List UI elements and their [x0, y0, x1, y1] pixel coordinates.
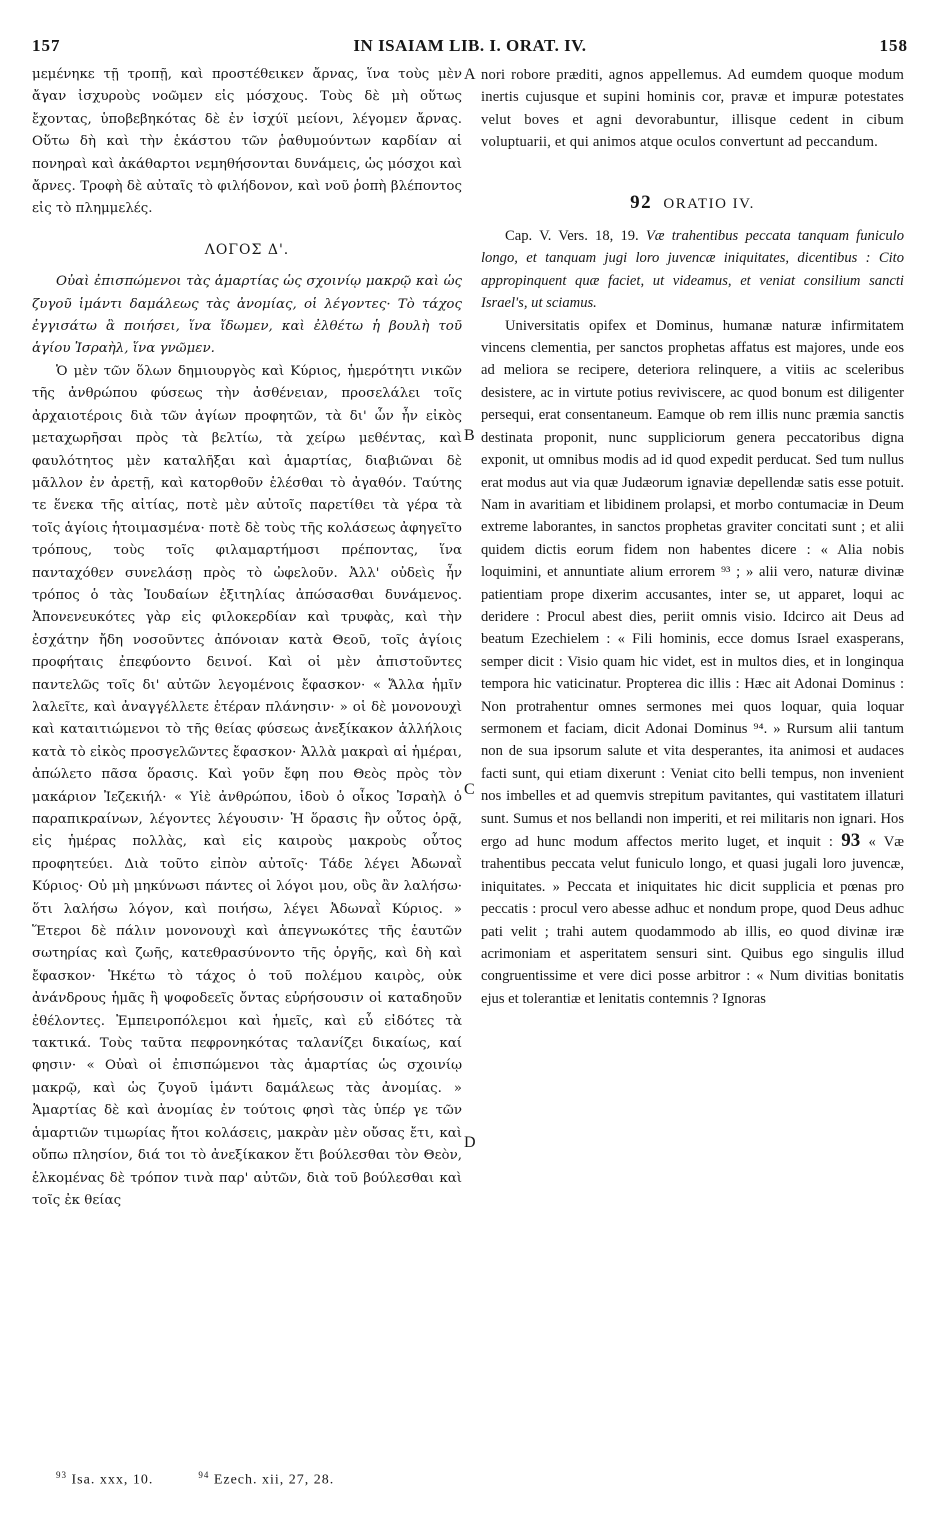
- latin-lemma: Væ trahentibus peccata tanquam funiculo longo, et tanquam jugi loro juvencæ iniquitates, dicentibus : Cito appropinquent quæ faciet, ut videamus, et veniat consilium sancti Israel's, ut sciamus.: [481, 228, 904, 312]
- latin-body-part-2: « Væ trahentibus peccata velut funiculo longo, et quasi jugali loro juvencæ, iniquitates. » Peccata et iniquitates hic dicit supplicia et pœnas pro peccatis : procul vero abesse adhuc et nondum prope, quod Deus adhuc pati velit ; trahi autem quodammodo ab illis, eo quod divinæ iræ acrimoniam et asperitatem sensuri sint. Quibus ego singulis illud congruentissime et vere dici posse arbitror : « Num divitias bonitatis ejus et tolerantiæ et lenitatis contemnis ? Ignoras: [481, 834, 904, 1007]
- latin-heading-text: ORATIO IV.: [663, 195, 755, 212]
- greek-body: Ὁ μὲν τῶν ὅλων δημιουργὸς καὶ Κύριος, ἡμερότητι νικῶν τῆς ἀνθρώπου φύσεως τὴν ἀσθένειαν, προσελάλει τοῖς ἀρχαιοτέροις διὰ τῶν ἁγίων προφητῶν, τὰ δι' ὧν ἦν εἰκὸς μεταχωρῆσαι πρὸς τὰ βελτίω, τὰ χείρω μεθέντας, καὶ φαυλότητος μὲν καταλῆξαι καὶ ἁμαρτίας, διαβιῶναι δὲ μᾶλλον ἐν ἀρετῇ, καὶ κατορθοῦν ἑλέσθαι τὸ ἀγαθόν. Ταύτης τε ἕνεκα τῆς αἰτίας, ποτὲ μὲν αὐτοῖς παρετίθει τὰ γέρα τὰ τοῖς ἁγίοις ἡτοιμασμένα· ποτὲ δὲ τοὺς τῆς κολάσεως ἀφηγεῖτο τρόπους, τοὺς τοῖς φιλαμαρτήμοσι πρέποντας, ἵνα πανταχόθεν συνελάσῃ πρὸς τὸ ὠφελοῦν. Ἀλλ' οὐδεὶς ἦν τρόπος ὁ τὰς Ἰουδαίων ἐξιτηλίας ἀπώσασθαι δυνάμενος. Ἀπονενευκότες γὰρ εἰς φιλοκερδίαν καὶ τρυφὰς, καὶ τὴν ἐσχάτην ἤδη νοσοῦντες ἀπόνοιαν κατὰ Θεοῦ, τοῖς ἁγίοις προφήταις ἐπεφύοντο δεινοί. Καὶ οἱ μὲν ἀπιστοῦντες παντελῶς τοῖς δι' αὐτῶν λεγομένοις ἔφασκον· « Ἄλλα ἡμῖν λαλεῖτε, καὶ ἀναγγέλλετε ἑτέραν πλάνησιν· » οἱ δὲ μονονουχὶ καὶ καταιτιώμενοι τὸ τῆς θείας φύσεως ἀνεξίκακον ἀλλήλοις κατὰ τὸ εἰκὸς προσγελῶντες ἔφασκον· Ἀλλὰ μακραὶ αἱ ἡμέραι, ἀπώλετο πᾶσα ὅρασις. Καὶ γοῦν ἔφη που Θεὸς πρὸς τὸν μακάριον Ἰεζεκιήλ· « Υἱὲ ἀνθρώπου, ἰδοὺ ὁ οἶκος Ἰσραὴλ ὁ παραπικραίνων, λέγοντες λέγουσιν· Ἡ ὅρασις ἣν οὗτος ὁρᾷ, εἰς ἡμέρας πολλὰς, καὶ εἰς καιροὺς μακροὺς οὗτος προφητεύει. Διὰ τοῦτο εἰπὸν αὐτοῖς· Τάδε λέγει Ἀδωναῒ Κύριος· Οὐ μὴ μηκύνωσι πάντες οἱ λόγοι μου, οὓς ἂν λαλήσω· ὅτι λαλήσω λόγον, καὶ ποιήσω, λέγει Ἀδωναῒ Κύριος. » Ἕτεροι δὲ πάλιν μονονουχὶ καὶ ἀπεγνωκότες τῆς ἑαυτῶν σωτηρίας καὶ ζωῆς, κατεθρασύνοντο τῆς ὀργῆς, καὶ δὴ καὶ ἔφασκον· Ἡκέτω τὸ τάχος ὁ τοῦ πολέμου καιρὸς, οὐκ ἀνάνδρους ἡμᾶς ἢ ψοφοδεεῖς ὄντας εὑρήσουσιν οἱ καταδηοῦν ἐθέλοντες. Ἐμπειροπόλεμοι καὶ ἡμεῖς, καὶ εὖ εἰδότες τὰ τακτικά. Τοὺς ταῦτα πεφρονηκότας ταλανίζει δικαίως, καί φησιν· « Οὐαὶ οἱ ἐπισπώμενοι τὰς ἁμαρτίας ὡς σχοινίῳ μακρῷ, καὶ ὡς ζυγοῦ ἱμάντι δαμάλεως τὰς ἀνομίας. » Ἁμαρτίας δὲ καὶ ἀνομίας ἐν τούτοις φησὶ τὰς ὑπέρ γε τῶν ἁμαρτιῶν τιμωρίας ἤτοι κολάσεις, μακρὰν μὲν οὔσας ἔτι, καὶ οὔπω πλησίον, διά τοι τὸ ἀνεξίκακον ἔτι βούλεσθαι τὸν Θεὸν, ἑλκομένας δὲ τρόπον τινὰ παρ' αὐτῶν, διὰ τοῦ βούλεσθαι καὶ τοῖς ἐκ θείας: [32, 363, 462, 1208]
- latin-body-part-1: Universitatis opifex et Dominus, humanæ naturæ infirmitatem vincens clementia, per sanctos prophetas affatus est majores, unde eos ad meliora se recipere, deteriora relinquere, a vitiis ac sceleribus desistere, ac in virtute potius reviviscere, ac quod bonum est diligenter persequi, erat consentaneum. Eamque ob rem illis nunc præmia sanctis destinata proponit, nunc suppliciorum genera peccatoribus digna exponit, ut omnibus modis ad id quod expedit perducat. Sed tum nullus erat modus aut via quæ Judæorum ignaviæ depellendæ satis esse potuit. Nam in avaritiam et libidinem prolapsi, et morbo contumaciæ in Deum extreme laborantes, in sanctos prophetas graviter concitati sunt ; et alii quidem dictis eorum fidem non habentes dicere : « Alia nobis loquimini, et annuntiate alium errorem ⁹³ ; » alii vero, naturæ divinæ patientiam prope dixerim accusantes, inter se, ut apparet, loqui ac deridere : Procul abest dies, periit omnis visio. Idcirco ait Deus ad beatum Ezechielem : « Fili hominis, ecce domus Israel exasperans, semper dicit : Visio quam hic videt, est in multos dies, et in longinqua tempora hic vaticinatur. Propterea dic illis : Hæc ait Adonai Dominus : Non protrahentur omnes sermones mei quos loquar, quia loquar sermonem et faciam, dicit Adonai Dominus ⁹⁴. » Rursum alii tantum non de sua ipsorum salute et vita desperantes, ita animosi et audaces facti sunt, qui etiam dixerunt : Veniat cito belli tempus, non invenient nos imbelles et ad quemvis strepitum pavitantes, qui vastitatem illaturi sunt. Sumus et nos bellandi non imperiti, et rei militaris non ignari. Hos ergo ad hunc modum affectos merito luget, et inquit :: [481, 317, 904, 850]
- footnote-ref-94: Ezech. xii, 27, 28.: [213, 1472, 335, 1488]
- running-title: IN ISAIAM LIB. I. ORAT. IV.: [353, 36, 587, 55]
- footnote-ref-93: Isa. xxx, 10.: [71, 1472, 154, 1488]
- page-number-left: 157: [32, 36, 61, 55]
- greek-column: [32, 64, 462, 1212]
- page-number-right: 158: [879, 36, 908, 55]
- margin-letter-a: A: [464, 66, 476, 83]
- greek-continuation: μεμένηκε τῇ τροπῇ, καὶ προστέθεικεν ἄρνας, ἵνα τοὺς μὲν ἄγαν ἰσχυροὺς νοῶμεν εἰς μόσχους. Τοὺς δὲ μὴ οὕτως ἔχοντας, ὑποβεβηκότας δὲ ἐν ἰσχύϊ μείονι, λέγομεν ἄρνας. Οὕτω δὴ καὶ τὴν ἑκάστου τῶν ῥαθυμούντων καρδίαν αἱ πονηραὶ καὶ ἀκάθαρτοι νεμηθήσονται δυνάμεις, ὡς μόσχοι καὶ ἄρνες. Τροφὴ δὲ αὐταῖς τὸ φιλήδονον, καὶ νοῦ ῥοπὴ βλέποντος εἰς τὸ πλημμελές.: [32, 67, 462, 217]
- margin-letter-b: B: [464, 427, 475, 444]
- latin-continuation: nori robore præditi, agnos appellemus. Ad eumdem quoque modum inertis cujusque et supini hominis cor, pravæ et impuræ potestates velut boves et agni devorabuntur, illisque cedent in cibum voluptuarii, et qui animos atque oculos convertunt ad peccandum.: [481, 67, 904, 151]
- latin-column: [481, 64, 904, 1010]
- greek-heading: ΛΟΓΟΣ Δ'.: [204, 241, 290, 258]
- latin-body: [481, 315, 904, 1011]
- running-header: [32, 36, 908, 58]
- footnotes: [56, 1470, 334, 1489]
- margin-letter-d: D: [464, 1134, 476, 1151]
- greek-lemma: Οὐαὶ ἐπισπώμενοι τὰς ἁμαρτίας ὡς σχοινίῳ μακρῷ καὶ ὡς ζυγοῦ ἱμάντι δαμάλεως τὰς ἀνομίας, οἱ λέγοντες· Τὸ τάχος ἐγγισάτω ἃ ποιήσει, ἵνα ἴδωμεν, καὶ ἐλθέτω ἡ βουλὴ τοῦ ἁγίου Ἰσραὴλ, ἵνα γνῶμεν.: [32, 274, 462, 357]
- latin-lemma-paragraph: [481, 225, 904, 315]
- footnote-marker-93: 93: [56, 1470, 67, 1480]
- margin-letter-c: C: [464, 781, 475, 798]
- latin-lemma-reference: Cap. V. Vers. 18, 19.: [505, 228, 639, 245]
- latin-body-number: 93: [841, 830, 861, 851]
- latin-heading: [481, 192, 904, 215]
- latin-heading-number: 92: [630, 191, 653, 213]
- footnote-marker-94: 94: [198, 1470, 210, 1480]
